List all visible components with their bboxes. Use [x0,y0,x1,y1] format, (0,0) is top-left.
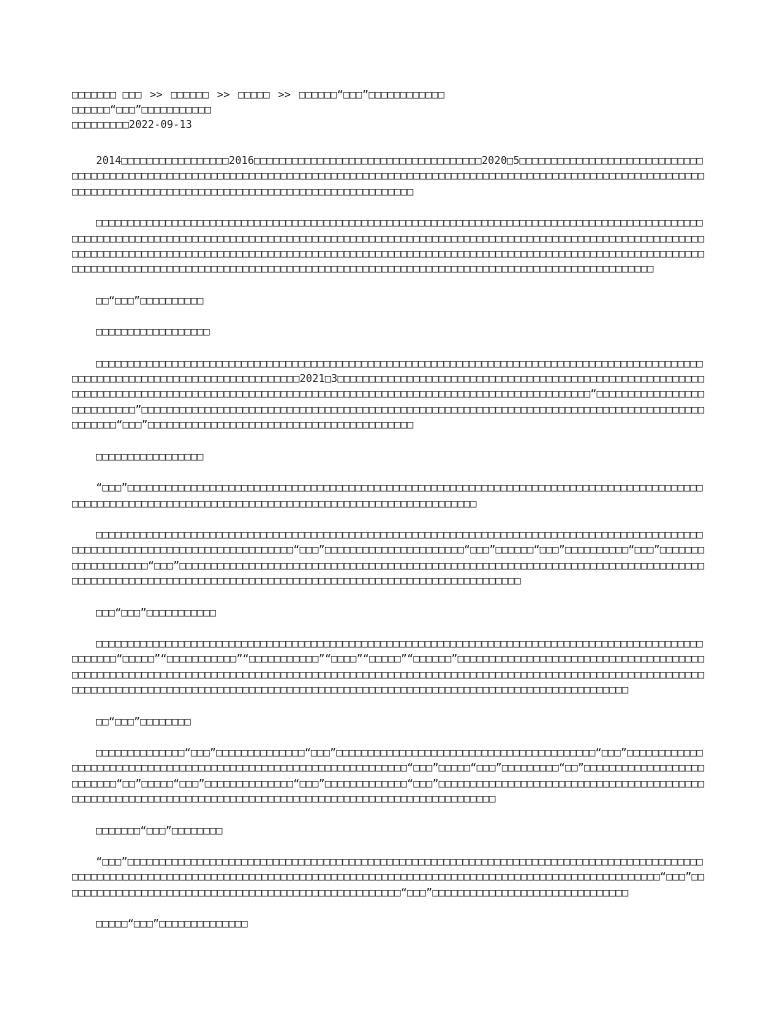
breadcrumb [72,88,708,103]
breadcrumb-level1-link[interactable]: □□□□□□ [170,89,209,101]
section-heading: □□“□□□”□□□□□□□□□□ [96,294,204,307]
breadcrumb-home-link[interactable]: □□□□□□□ □□□ [72,89,142,101]
paragraph: □□□□□□□□□□□□□□“□□□”□□□□□□□□□□□□□□“□□□”□□□□□□□□□□□□□□□□□□□□□□□□□□□□□□□□□□□□□□□□□“□□□”□□□□□□□□□□□□□□□□□□□□□□□□□□□□□□□□□□□□□□□□□□□□□□□□□□□□□□□□□□□□□□□□□“□□□”□□□□□“□□□”□□□□□□□□□“□□”□□□□□□□□□□□□□□□□□□□□□□□□□□“□□”□□□□□“□□□”□□□□□□□□□□□□□□“□□□”□□□□□□□□□□□□□“□□□”□□□□□□□□□□□□□□□□□□□□□□□□□□□□□□□□□□□□□□□□□□□□□□□□□□□□□□□□□□□□□□□□□□□□□□□□□□□□□□□□□□□□□□□□□□□□□□□□□□□□□□□□□□□□□ [72,746,705,806]
paragraph: “□□□”□□□□□□□□□□□□□□□□□□□□□□□□□□□□□□□□□□□□□□□□□□□□□□□□□□□□□□□□□□□□□□□□□□□□□□□□□□□□□□□□□□□□□□□□□□□□□□□□□□□□□□□□□□□□□□□□□□□□□□□□□□□□□□□□□□□□□□□□□□□□□□□□□□□□□□□□□□□□□□□□□□□□□□□□□□□□□□□□□□□□□□□□“□□□”□□□□□□□□□□□□□□□□□□□□□□□□□□□□□□□□□□□□□□□□□□□□□□□□□□□□□□“□□□”□□□□□□□□□□□□□□□□□□□□□□□□□□□□□□□ [72,856,705,899]
paragraph: □□□□□□□□□□□□□□□□□□□□□□□□□□□□□□□□□□□□□□□□□□□□□□□□□□□□□□□□□□□□□□□□□□□□□□□□□□□□□□□□□□□□□□□□□□□□□□□□□□□□□□□□□□□□□□□□□□□□□□□□□□□□□□□□□□□□2021□3□□□□□□□□□□□□□□□□□□□□□□□□□□□□□□□□□□□□□□□□□□□□□□□□□□□□□□□□□□□□□□□□□□□□□□□□□□□□□□□□□□□□□□□□□□□□□□□□□□□□□□□□□□□□□□□□□□□□□□□□□□□□□□□□□□□□□□□□□□□□“□□□□□□□□□□□□□□□□□□□□□□□□□□□”□□□□□□□□□□□□□□□□□□□□□□□□□□□□□□□□□□□□□□□□□□□□□□□□□□□□□□□□□□□□□□□□□□□□□□□□□□□□□□□□□□□□□□□□□□□□□□□□“□□□”□□□□□□□□□□□□□□□□□□□□□□□□□□□□□□□□□□□□□□□□□□ [72,357,705,432]
section-heading: □□□“□□□”□□□□□□□□□□□ [96,606,217,619]
breadcrumb-separator: >> [149,89,163,101]
breadcrumb-level2-link[interactable]: □□□□□ [238,89,270,101]
section-heading: □□□□□“□□□”□□□□□□□□□□□□□□ [96,918,248,931]
section-heading: □□“□□□”□□□□□□□□ [96,715,191,728]
breadcrumb-current: □□□□□□“□□□”□□□□□□□□□□□□ [299,89,445,101]
paragraph: □□□□□□□□□□□□□□□□□□□□□□□□□□□□□□□□□□□□□□□□□□□□□□□□□□□□□□□□□□□□□□□□□□□□□□□□□□□□□□□□□□□□□□□□□□□□□□□□□□□□□□□□□□□□□□□□□□□□□□□□□□□□□□□□□□□“□□□”□□□□□□□□□□□□□□□□□□□□□□“□□□”□□□□□□“□□□”□□□□□□□□□□“□□□”□□□□□□□□□□□□□□□□□□□“□□□”□□□□□□□□□□□□□□□□□□□□□□□□□□□□□□□□□□□□□□□□□□□□□□□□□□□□□□□□□□□□□□□□□□□□□□□□□□□□□□□□□□□□□□□□□□□□□□□□□□□□□□□□□□□□□□□□□□□□□□□□□□□□□□□□□□□□□□□□□□□□□□□□□□□□□□□□□□ [72,528,705,588]
section-heading: □□□□□□□□□□□□□□□□□ [96,450,204,463]
paragraph: “□□□”□□□□□□□□□□□□□□□□□□□□□□□□□□□□□□□□□□□□□□□□□□□□□□□□□□□□□□□□□□□□□□□□□□□□□□□□□□□□□□□□□□□□□□□□□□□□□□□□□□□□□□□□□□□□□□□□□□□□□□□□□□□□□□□□□□□□□□□□□□□□□□□□□□□□□□□□□□□ [72,482,703,510]
article-body [72,154,708,933]
section-heading: □□□□□□□“□□□”□□□□□□□□ [96,824,223,837]
section-heading: □□□□□□□□□□□□□□□□□□ [96,326,210,339]
paragraph: □□□□□□□□□□□□□□□□□□□□□□□□□□□□□□□□□□□□□□□□□□□□□□□□□□□□□□□□□□□□□□□□□□□□□□□□□□□□□□□□□□□□□□□□□□□□□□□□□□□□□□□□□□□□□□□□□□□□□□□□□□□□□□□□□□□□□□□□□□□□□□□□□□□□□□□□□□□□□□□□□□□□□□□□□□□□□□□□□□□□□□□□□□□□□□□□□□□□□□□□□□□□□□□□□□□□□□□□□□□□□□□□□□□□□□□□□□□□□□□□□□□□□□□□□□□□□□□□□□□□□□□□□□□□□□□□□□□□□□□□□□□□□□□□□□□□□□□□□□□□□□□□□□□□□□□□□□□□□□□□□□□□□□□□□□□□□□□□□□□□□□□□□□□□□□□□□□□□□□□□□□□□□□□□□□□□□□□□□□□□□□□□□□□□ [72,217,705,276]
article-date: □□□□□□□□□2022-09-13 [72,119,193,131]
paragraph: 2014□□□□□□□□□□□□□□□□□2016□□□□□□□□□□□□□□□□□□□□□□□□□□□□□□□□□□□□2020□5□□□□□□□□□□□□□□□□□□□□□□□□□□□□□□□□□□□□□□□□□□□□□□□□□□□□□□□□□□□□□□□□□□□□□□□□□□□□□□□□□□□□□□□□□□□□□□□□□□□□□□□□□□□□□□□□□□□□□□□□□□□□□□□□□□□□□□□□□□□□□□□□□□□□□□□□□□□□□□□□□□□□□□□□□□□□□□□□□□□□□□□ [72,155,705,198]
paragraph: □□□□□□□□□□□□□□□□□□□□□□□□□□□□□□□□□□□□□□□□□□□□□□□□□□□□□□□□□□□□□□□□□□□□□□□□□□□□□□□□□□□□□□□□□□□□□□□□□□□□□□□“□□□□□”“□□□□□□□□□□□”“□□□□□□□□□□□”“□□□□”“□□□□□”“□□□□□□”□□□□□□□□□□□□□□□□□□□□□□□□□□□□□□□□□□□□□□□□□□□□□□□□□□□□□□□□□□□□□□□□□□□□□□□□□□□□□□□□□□□□□□□□□□□□□□□□□□□□□□□□□□□□□□□□□□□□□□□□□□□□□□□□□□□□□□□□□□□□□□□□□□□□□□□□□□□□□□□□□□□□□□□□□□□□□□□□□□□□□□□□□□□□□□□□□□□□□□□□□□□□□□□□□□□□□□□□□□□□□□□□□□□ [72,637,705,697]
breadcrumb-separator: >> [278,89,291,101]
breadcrumb-separator: >> [217,89,230,101]
article-title: □□□□□□“□□□”□□□□□□□□□□□ [72,104,212,116]
